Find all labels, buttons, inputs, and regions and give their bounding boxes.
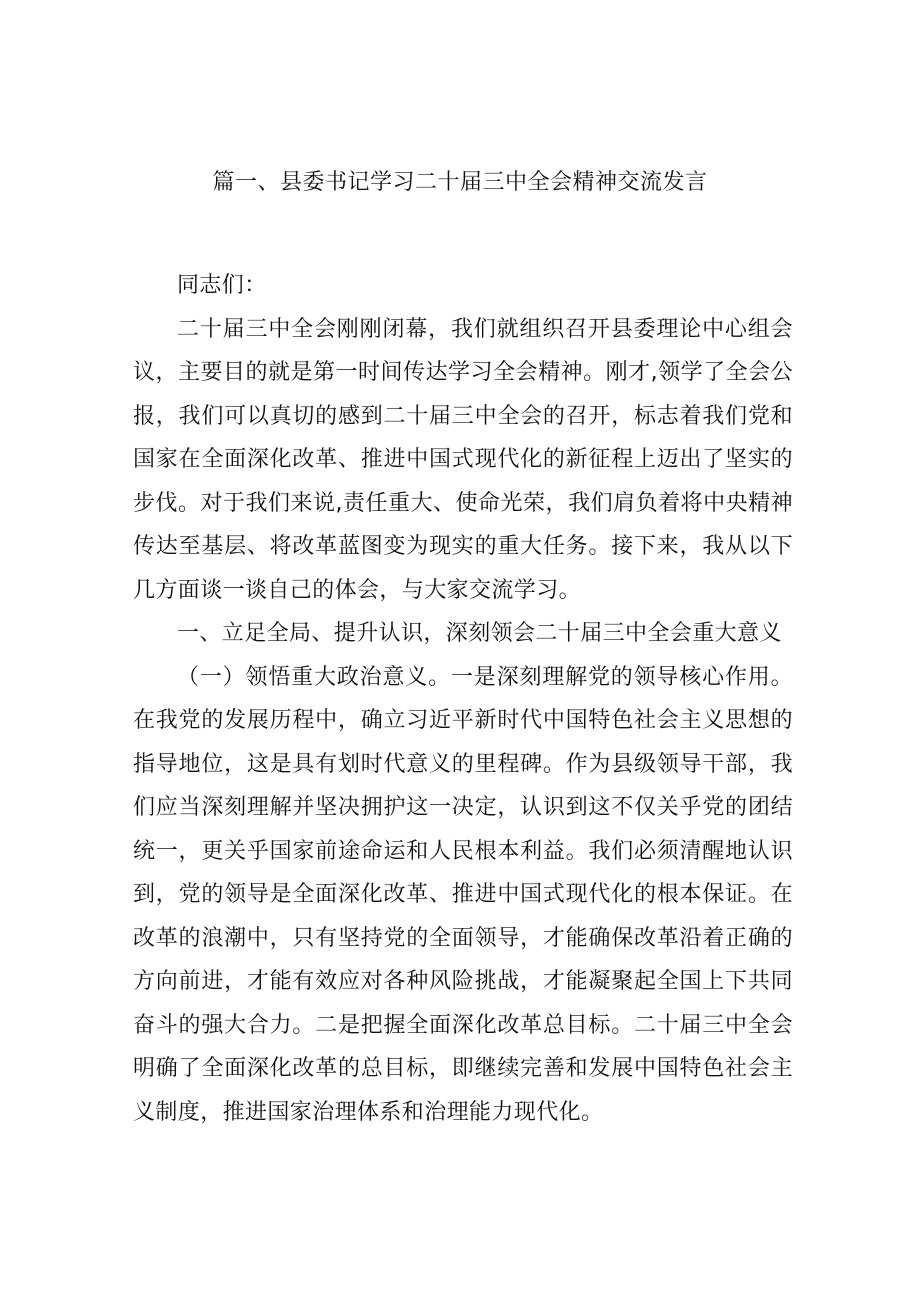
document-title: 篇一、县委书记学习二十届三中全会精神交流发言	[212, 170, 708, 195]
section-heading-1: 一、立足全局、提升认识，深刻领会二十届三中全会重大意义	[177, 621, 782, 646]
paragraph-intro: 二十届三中全会刚刚闭幕，我们就组织召开县委理论中心组会议，主要目的就是第一时间传达学习全会精神。刚才,领学了全会公报，我们可以真切的感到二十届三中全会的召开，标志着我们党和国家在全面深化改革、推进中国式现代化的新征程上迈出了坚实的步伐。对于我们来说,责任重大、使命光荣，我们肩负着将中央精神传达至基层、将改革蓝图变为现实的重大任务。接下来，我从以下几方面谈一谈自己的体会，与大家交流学习。	[133, 316, 793, 603]
salutation: 同志们：	[177, 273, 267, 298]
document-body	[133, 264, 793, 1134]
paragraph-subsection-1: （一）领悟重大政治意义。一是深刻理解党的领导核心作用。在我党的发展历程中，确立习近平新时代中国特色社会主义思想的指导地位，这是具有划时代意义的里程碑。作为县级领导干部，我们应当深刻理解并坚决拥护这一决定，认识到这不仅关乎党的团结统一，更关乎国家前途命运和人民根本利益。我们必须清醒地认识到，党的领导是全面深化改革、推进中国式现代化的根本保证。在改革的浪潮中，只有坚持党的全面领导，才能确保改革沿着正确的方向前进，才能有效应对各种风险挑战，才能凝聚起全国上下共同奋斗的强大合力。二是把握全面深化改革总目标。二十届三中全会明确了全面深化改革的总目标，即继续完善和发展中国特色社会主义制度，推进国家治理体系和治理能力现代化。	[133, 664, 793, 1125]
